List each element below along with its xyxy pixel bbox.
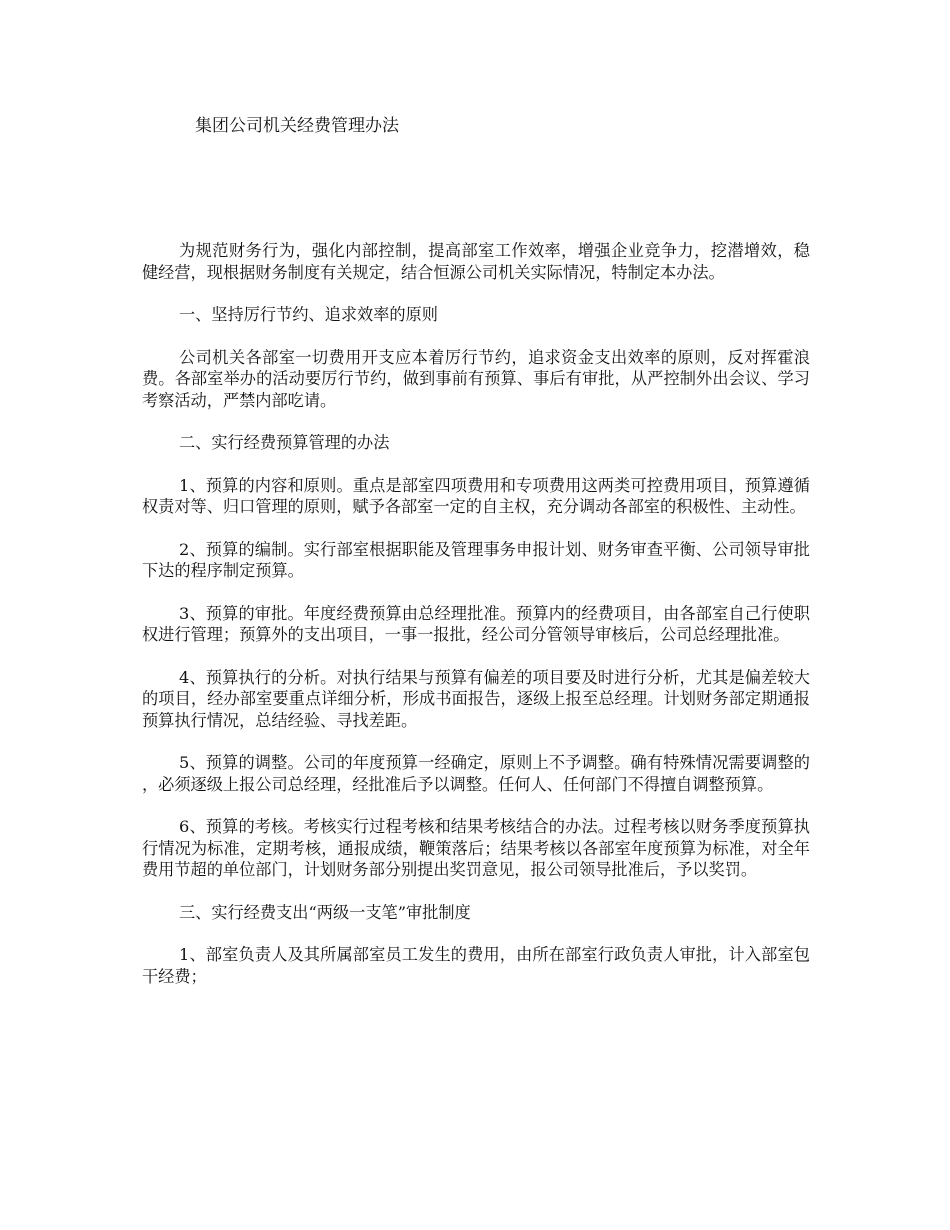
paragraph-2-item-5: 5、预算的调整。公司的年度预算一经确定，原则上不予调整。确有特殊情况需要调整的，必须逐级上报公司总经理，经批准后予以调整。任何人、任何部门不得擅自调整预算。 [142, 753, 810, 794]
paragraph-2-item-1: 1、预算的内容和原则。重点是部室四项费用和专项费用这两类可控费用项目，预算遵循权责对等、归口管理的原则，赋予各部室一定的自主权，充分调动各部室的积极性、主动性。 [142, 475, 810, 516]
intro-paragraph: 为规范财务行为，强化内部控制，提高部室工作效率，增强企业竞争力，挖潜增效，稳健经营，现根据财务制度有关规定，结合恒源公司机关实际情况，特制定本办法。 [142, 241, 810, 282]
document-title: 集团公司机关经费管理办法 [195, 116, 399, 136]
paragraph-1-body: 公司机关各部室一切费用开支应本着厉行节约，追求资金支出效率的原则，反对挥霍浪费。各部室举办的活动要厉行节约，做到事前有预算、事后有审批，从严控制外出会议、学习考察活动，严禁内部吃请。 [142, 347, 810, 410]
paragraph-2-item-4: 4、预算执行的分析。对执行结果与预算有偏差的项目要及时进行分析，尤其是偏差较大的项目，经办部室要重点详细分析，形成书面报告，逐级上报至总经理。计划财务部定期通报预算执行情况，总结经验、寻找差距。 [142, 667, 810, 730]
section-heading-3: 三、实行经费支出“两级一支笔”审批制度 [179, 902, 471, 922]
section-heading-2: 二、实行经费预算管理的办法 [179, 433, 390, 452]
paragraph-2-item-3: 3、预算的审批。年度经费预算由总经理批准。预算内的经费项目，由各部室自己行使职权进行管理；预算外的支出项目，一事一报批，经公司分管领导审核后，公司总经理批准。 [142, 603, 810, 644]
document-body [142, 240, 810, 1008]
paragraph-2-item-6: 6、预算的考核。考核实行过程考核和结果考核结合的办法。过程考核以财务季度预算执行情况为标准，定期考核，通报成绩，鞭策落后；结果考核以各部室年度预算为标准，对全年费用节超的单位部门，计划财务部分别提出奖罚意见，报公司领导批准后，予以奖罚。 [142, 817, 810, 879]
paragraph-2-item-2: 2、预算的编制。实行部室根据职能及管理事务申报计划、财务审查平衡、公司领导审批下达的程序制定预算。 [142, 539, 810, 580]
paragraph-3-item-1: 1、部室负责人及其所属部室员工发生的费用，由所在部室行政负责人审批，计入部室包干经费； [142, 945, 810, 986]
section-heading-1: 一、坚持厉行节约、追求效率的原则 [179, 305, 438, 324]
